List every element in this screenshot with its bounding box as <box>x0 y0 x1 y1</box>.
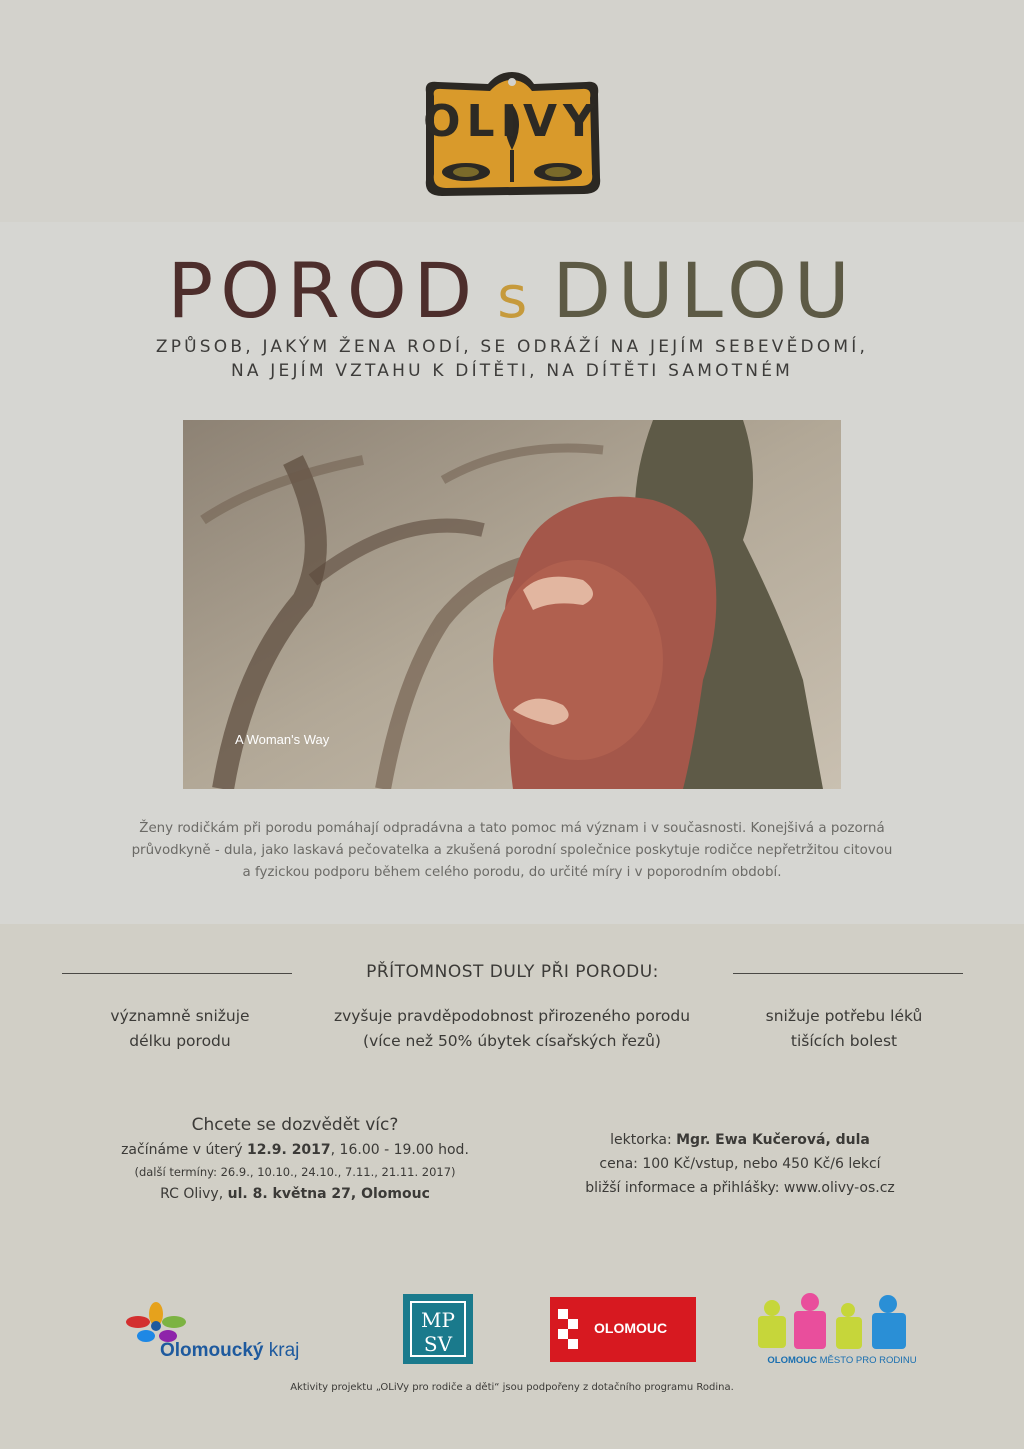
mpsv-line-1: MP <box>421 1308 455 1332</box>
subtitle <box>0 335 1024 383</box>
question-text: Chcete se dozvědět víc? <box>191 1115 399 1135</box>
footnote: Aktivity projektu „OLiVy pro rodiče a děti“ jsou podpořeny z dotačního programu Rodina. <box>290 1382 734 1393</box>
subtitle-line-2: NA JEJÍM VZTAHU K DÍTĚTI, NA DÍTĚTI SAMOTNÉM <box>230 361 794 381</box>
start-prefix: začínáme v úterý <box>121 1142 247 1158</box>
start-date-line <box>80 1138 510 1162</box>
benefit-3-line-1: snižuje potřebu léků <box>765 1007 923 1025</box>
family-bold: OLOMOUC <box>767 1355 817 1366</box>
intro-line-1: Ženy rodičkám při porodu pomáhají odpradávna a tato pomoc má význam i v současnosti. Konejšivá a pozorná <box>139 821 885 836</box>
family-rest: MĚSTO PRO RODINU <box>817 1355 917 1366</box>
price-line: cena: 100 Kč/vstup, nebo 450 Kč/6 lekcí <box>599 1156 881 1172</box>
intro-line-2: průvodkyně - dula, jako laskavá pečovatelka a zkušená porodní společnice poskytuje rodičce nepřetržitou citovou <box>131 843 893 858</box>
title-s: s <box>497 263 535 331</box>
place-line <box>80 1182 510 1206</box>
benefit-shorter-labor <box>60 1004 300 1054</box>
lecturer-prefix: lektorka: <box>610 1132 677 1148</box>
logo-text: OLIVY <box>423 96 601 147</box>
mpsv-text <box>410 1301 466 1357</box>
kraj-bold: Olomoucký <box>160 1340 264 1361</box>
place-prefix: RC Olivy, <box>160 1186 228 1202</box>
more-info-line: bližší informace a přihlášky: www.olivy-os.cz <box>585 1180 895 1196</box>
olomouc-city-logo <box>550 1297 696 1362</box>
checker-icon <box>558 1309 588 1349</box>
schedule-info <box>80 1112 510 1206</box>
divider-right <box>733 973 963 974</box>
more-dates: (další termíny: 26.9., 10.10., 24.10., 7.11., 21.11. 2017) <box>134 1165 456 1179</box>
page-title <box>0 246 1024 342</box>
photo-caption: A Woman's Way <box>235 732 330 747</box>
start-time: , 16.00 - 19.00 hod. <box>330 1142 469 1158</box>
title-porod: POROD <box>167 246 480 335</box>
intro-line-3: a fyzickou podporu během celého porodu, do určité míry i v poporodním období. <box>242 865 782 880</box>
place-address: ul. 8. května 27, Olomouc <box>227 1186 430 1202</box>
mpsv-line-2: SV <box>423 1332 453 1356</box>
olomouc-text: OLOMOUC <box>594 1320 668 1336</box>
benefit-1-line-1: významně snižuje <box>110 1007 250 1025</box>
family-city-logo <box>752 1292 924 1372</box>
kraj-text <box>160 1340 299 1362</box>
lecturer-name: Mgr. Ewa Kučerová, dula <box>676 1132 870 1148</box>
benefits-heading: PŘÍTOMNOST DULY PŘI PORODU: <box>366 962 659 982</box>
benefit-2-line-1: zvyšuje pravděpodobnost přirozeného porodu <box>333 1007 691 1025</box>
benefit-natural-birth <box>300 1004 724 1054</box>
pregnant-woman-photo <box>183 420 841 789</box>
kraj-rest: kraj <box>263 1340 300 1361</box>
olomoucky-kraj-logo <box>116 1300 328 1372</box>
benefit-3-line-2: tišících bolest <box>790 1032 898 1050</box>
benefit-less-painkillers <box>724 1004 964 1054</box>
start-date: 12.9. 2017 <box>246 1142 331 1158</box>
olivy-logo <box>418 70 606 200</box>
family-text <box>762 1355 922 1366</box>
divider-left <box>62 973 292 974</box>
benefit-1-line-2: délku porodu <box>129 1032 231 1050</box>
title-dulou: DULOU <box>552 246 857 335</box>
puzzle-people-icon <box>752 1292 924 1354</box>
subtitle-line-1: ZPŮSOB, JAKÝM ŽENA RODÍ, SE ODRÁŽÍ NA JEJÍM SEBEVĚDOMÍ, <box>155 337 869 357</box>
mpsv-logo <box>403 1294 473 1364</box>
lecturer-info <box>540 1128 940 1200</box>
intro-paragraph <box>100 818 924 884</box>
lecturer-line <box>540 1128 940 1152</box>
benefit-2-line-2: (více než 50% úbytek císařských řezů) <box>363 1032 661 1050</box>
